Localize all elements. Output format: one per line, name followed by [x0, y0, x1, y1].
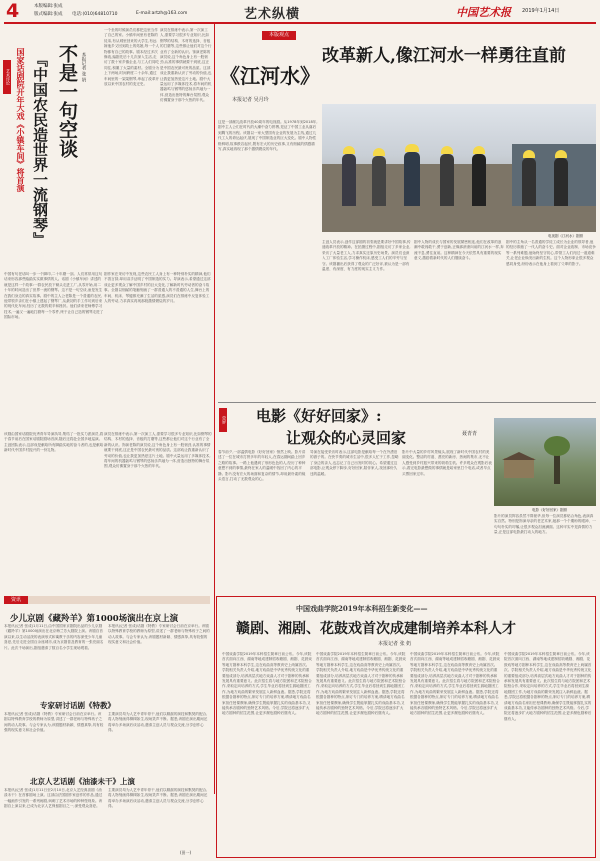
- top-body2: 主创人员表示,创作这部剧的初衷就是要讲好中国故事,传递改革开放的精神。在拍摄过程中,剧组走访了多家企业,采访了大量老工人,力求真实还原历史场景。演员们也深入工厂体验生活,学习操作机床,感受工人们的辛劳与坚守。该剧播出后获得了观众的广泛好评,被认为是一部有温度、有深度、有力度的现实主义力作。: [322, 240, 411, 272]
- col3-text: 演员在排练中表示,第一次演工人,需要学习很多专业知识,比如钢琴的结构、木材的选择、音板的打磨等,这些都让他们对这个行业有了全新的认识。饰演老陈的演员说,这个角色身上有一股韧劲,认准的事情就要干到底,这正是中国农民最可贵的品质。这部戏让我重新认识了劳动的价值,也让我更加热爱这片土地。剧中大量运用了多媒体技术,将车间的机器轰鸣与钢琴的悠扬乐声融为一体,营造出独特的舞台氛围,观众仿佛置身于那个火热的年代。: [160, 28, 212, 103]
- news2-title: 专家研讨话剧《特教》: [40, 701, 115, 710]
- date-label: 2019年1月14日: [522, 8, 560, 14]
- mid-headline-2: 让观众的心灵回家: [286, 429, 407, 447]
- body4-text: 演员在排练中表示,第一次演工人,需要学习很多专业知识,比如钢琴的结构、木材的选择、音板的打磨等,这些都让他们对这个行业有了全新的认识。饰演老陈的演员说,这个角色身上有一股韧劲,认准的事情就要干到底,这正是中国农民最可贵的品质。这部戏让我重新认识了劳动的价值,也让我更加热爱这片土地。剧中大量运用了多媒体技术,将车间的机器轰鸣与钢琴的悠扬乐声融为一体,营造出独特的舞台氛围,观众仿佛置身于那个火热的年代。: [104, 432, 212, 469]
- bottom-body-a: 中国戏曲学院2019年本科招生简章日前公布。今年,该院首次面向江西、湖南等地成建制招收赣剧、湘剧、花鼓戏等地方剧种本科学生,这在戏曲高等教育史上尚属首次。学院相关负责人介绍,地方戏曲是中华优秀传统文化的重要组成部分,培养高层次地方戏曲人才对于剧种的传承和发展具有重要意义。此次招生将与地方院团和艺术院校合作,采取定向培养的方式,学生毕业后将回到生源地剧团工作,为地方戏曲的繁荣发展注入新鲜血液。据悉,学院还将根据各剧种的特点,制订专门的培养方案,聘请地方戏曲名家担任授课教师,确保学生既能掌握扎实的戏曲基本功,又能传承各剧种的独特艺术风格。今后,学院还将逐步扩大地方剧种的招生范围,让更多濒危剧种后继有人。: [222, 652, 312, 716]
- mid-headline-1: 电影《好好回家》:: [256, 407, 382, 425]
- top-tag: 本版观点: [262, 31, 296, 40]
- top-body1: 这是一部献礼改革开放40周年的电视剧。从1978年到2018年,剧中主人公们在时代的大潮中奋力拼搏,见证了中国工业从落后到腾飞的历程。该剧以一家大型国有企业的发展为主线,通过几代工人的命运起伏,展现了中国制造业的巨大变化。剧中人物性格鲜明,故事跌宕起伏,既有宏大的历史叙事,又有细腻的情感描写,真实地再现了那个激情燃烧的年代。: [218, 120, 318, 152]
- mid-body2: 导演在接受采访时表示,这部电影是献给每一个在外漂泊的游子的。在快节奏的城市生活中,很多人忙于工作,忽略了身边的亲人,也忘记了自己出发时的初心。希望通过这部电影,让观众停下脚步,好好回家,陪伴家人,找回那份久违的温暖。: [310, 450, 399, 476]
- editor-label: 本版编辑:张成: [34, 4, 63, 9]
- byline: 本报记者 张 奶: [81, 52, 86, 82]
- section-title: 艺术纵横: [244, 7, 301, 22]
- bottom-body-c: 中国戏曲学院2019年本科招生简章日前公布。今年,该院首次面向江西、湖南等地成建制招收赣剧、湘剧、花鼓戏等地方剧种本科学生,这在戏曲高等教育史上尚属首次。学院相关负责人介绍,地方戏曲是中华优秀传统文化的重要组成部分,培养高层次地方戏曲人才对于剧种的传承和发展具有重要意义。此次招生将与地方院团和艺术院校合作,采取定向培养的方式,学生毕业后将回到生源地剧团工作,为地方戏曲的繁荣发展注入新鲜血液。据悉,学院还将根据各剧种的特点,制订专门的培养方案,聘请地方戏曲名家担任授课教师,确保学生既能掌握扎实的戏曲基本功,又能传承各剧种的独特艺术风格。今后,学院还将逐步扩大地方剧种的招生范围,让更多濒危剧种后继有人。: [410, 652, 500, 716]
- mid-body3: 影片中大量的乡村风景镜头,展现了新时代中国农村的美丽变化。整洁的村道、漂亮的新房、热闹的集市,无不让人感受到乡村振兴带来的勃勃生机。许多观众在观影后表示,看完电影最想做的事情就是给家里打个电话,或者早点买票回家过年。: [402, 450, 492, 476]
- news-header: 资讯: [4, 596, 28, 604]
- mid-photo-caption: 电影《好好回家》剧照: [532, 508, 567, 512]
- column-divider: [214, 24, 215, 794]
- news3-title: 北京人艺话剧《油漆未干》上演: [30, 777, 135, 786]
- phone-label: 电话:(010)64810710: [72, 12, 118, 17]
- mid-photo: [494, 418, 596, 506]
- news1-title: 少儿京剧《藏羚羊》第1000场演出在京上演: [10, 614, 179, 624]
- bottom-body-b: 中国戏曲学院2019年本科招生简章日前公布。今年,该院首次面向江西、湖南等地成建制招收赣剧、湘剧、花鼓戏等地方剧种本科学生,这在戏曲高等教育史上尚属首次。学院相关负责人介绍,地方戏曲是中华优秀传统文化的重要组成部分,培养高层次地方戏曲人才对于剧种的传承和发展具有重要意义。此次招生将与地方院团和艺术院校合作,采取定向培养的方式,学生毕业后将回到生源地剧团工作,为地方戏曲的繁荣发展注入新鲜血液。据悉,学院还将根据各剧种的特点,制订专门的培养方案,聘请地方戏曲名家担任授课教师,确保学生既能掌握扎实的戏曲基本功,又能传承各剧种的独特艺术风格。今后,学院还将逐步扩大地方剧种的招生范围,让更多濒危剧种后继有人。: [316, 652, 406, 716]
- subtitle-vertical: 『中国农民造世界一流钢琴』: [31, 52, 49, 247]
- news-header-bar: [4, 596, 210, 604]
- mid-body4: 影片的演员阵容虽然不算豪华,但每一位演员都贴合角色,表演真实自然。特别是饰演母亲的老艺术家,她那一个个期盼的眼神、一句句朴实的叮嘱,让很多观众泪流满面。这种平实中见真情的力量,正是这部电影最打动人的地方。: [494, 514, 596, 535]
- masthead: [0, 0, 600, 22]
- news-end-mark: (田一): [180, 850, 192, 855]
- news2-body-b: 主要演员均为人艺中青年骨干,他们以精湛的演技和默契的配合,将人物刻画得栩栩如生,现场笑声不断。据悉,该剧在演出期间还将举办多场演后谈活动,邀请主创人员与观众交流,分享创作心得。: [108, 712, 208, 733]
- body2-text: 剧作家在采访中发现,这些农民工人身上有一种特别朴实的精神,他们不善言辞,却用双手证明了中国制造的实力。导演表示,希望通过这部戏让更多观众了解中国乡村的巨大变化,了解新时代劳动者的奋斗故事。全剧以细腻的笔触刻画了一群普通人的不普通的人生,舞台上的车间、机床、琴键都充满了生活的质感,演员们在排练中反复体验工人的劳动,力求真实再现那段激情燃烧的岁月。: [104, 272, 211, 304]
- top-headline: 改革新人,像江河水一样勇往直前: [322, 46, 566, 66]
- top-body3: 剧中人物的成长与国家的发展紧密相连,他们在改革的浪潮中敢闯敢干,勇于创新,正像那滚滚向前的江河水一样,奔流不息,勇往直前。这种精神在今天依然具有重要的现实意义,激励着新时代的人们继续奋斗。: [414, 240, 504, 261]
- bottom-body-d: 中国戏曲学院2019年本科招生简章日前公布。今年,该院首次面向江西、湖南等地成建制招收赣剧、湘剧、花鼓戏等地方剧种本科学生,这在戏曲高等教育史上尚属首次。学院相关负责人介绍,地方戏曲是中华优秀传统文化的重要组成部分,培养高层次地方戏曲人才对于剧种的传承和发展具有重要意义。此次招生将与地方院团和艺术院校合作,采取定向培养的方式,学生毕业后将回到生源地剧团工作,为地方戏曲的繁荣发展注入新鲜血液。据悉,学院还将根据各剧种的特点,制订专门的培养方案,聘请地方戏曲名家担任授课教师,确保学生既能掌握扎实的戏曲基本功,又能传承各剧种的独特艺术风格。今后,学院还将逐步扩大地方剧种的招生范围,让更多濒危剧种后继有人。: [504, 652, 592, 721]
- body3-text: 该剧由国家话剧院优秀青年导演执导,集结了一批实力派演员,将于春节前后在国家话剧院剧场首演,随后还将赴全国多地巡演。主创团队表示,这部戏是献给所有脚踏实地的奋斗者的,也是献给新时代中国乡村振兴的一份礼物。: [4, 432, 104, 453]
- bottom-byline: 本报记者 张 奶: [378, 641, 412, 647]
- bottom-kicker: 中国戏曲学院2019年本科招生新变化——: [296, 604, 428, 613]
- left-story: [0, 24, 212, 610]
- top-byline: 本报记者 吴月玲: [232, 97, 269, 103]
- mid-body1: 春节前夕,一部温情电影《好好回家》悄然上映。影片讲述了一位在城市打拼多年的年轻人,在春运期间踏上回乡之路的故事。一路上他遇到了形形色色的人,经历了种种意想不到的事情,最终在家人的温暖中找回了内心的平静。影片没有宏大的场面和复杂的情节,却用最朴素的镜头语言,打动了无数观众的心。: [218, 450, 306, 482]
- top-photo: [322, 104, 596, 232]
- paper-logo: 中国艺术报: [456, 6, 511, 19]
- mid-tag: 荧屏: [219, 408, 227, 432]
- mid-byline: 聂青青: [462, 431, 478, 437]
- body1-text: 中国有句老话叫一步一个脚印,二十年磨一剑。人们常常用这句话来形容那些踏踏实实做事情的人。话剧《小镇车间》讲述的就是这样一个故事:一群农民放下锄头走进工厂,从零开始,用二十年的时间造出了世界一流的钢琴。这不是一句空谈,而是发生在我们身边的真实故事。剧中的主人公老陈是一个普通的农民,他带领乡亲们在小镇上建起了钢琴厂,从最初的手工作坊到后来的现代化车间,经历了无数的艰辛和挫折。他们请来老师傅学习技术,一遍又一遍地打磨每一个零件,终于让自己造的钢琴走进了国际市场。: [4, 272, 104, 320]
- news1-body-a: 本报讯(记者 张成)1月11日,由中国国家京剧院出品的少儿京剧《藏羚羊》第1000场演出在北京梅兰芳大剧院上演。该剧自首演以来,以生动活泼的表演形式和寓教于乐的内容深受少年儿童喜爱,先后走进全国百余座城市,成为京剧普及教育的一张亮丽名片。此次千场演出,剧组邀请了数百名小学生现场观看。: [4, 624, 104, 650]
- col2-text: 一个坐的时候演员们都把这里当作了自己的家。小镇车间里有老陈的徒弟,有从城里回来的大学生,有远嫁他乡又回到故土的姑娘,每一个人物都有自己的故事。剧本经过多次修改,编剧先后十几次深入生活,走访了数十家乡镇企业,与工人们同吃同住,积累了大量的素材。全剧分为上下两场,时间跨度二十余年,通过车间里的一架架钢琴,串起了改革开放以来中国农村的变迁史。: [104, 28, 160, 87]
- top-title-left: 《江河水》: [220, 64, 320, 88]
- news3-body-a: 本报讯(记者 张成)1月11日至2月10日,北京人艺经典喜剧《油漆未干》在首都剧场上演。这部由法国剧作家创作的作品,通过一幅画作引发的一系列闹剧,讽刺了艺术市场的种种怪现象。该剧自上演以来,已成为北京人艺保留剧目之一,深受观众喜爱。: [4, 788, 103, 809]
- news1-body-b: 本报讯(记者 张成)话剧《特教》专家研讨会日前在京举行。该剧以特殊教育学校的教师为原型,讲述了一群老师与特殊孩子之间的动人故事。与会专家认为,该剧题材新颖、情感真挚,具有较强的现实意义和社会价值。: [108, 624, 210, 645]
- deck-vertical: 国家话剧院开年大戏《小镇车间》将首演: [16, 48, 26, 192]
- news3-body-b: 主要演员均为人艺中青年骨干,他们以精湛的演技和默契的配合,将人物刻画得栩栩如生,现场笑声不断。据悉,该剧在演出期间还将举办多场演后谈活动,邀请主创人员与观众交流,分享创作心得。: [108, 788, 208, 809]
- bottom-headline: 赣剧、湘剧、花鼓戏首次成建制培养本科人才: [236, 621, 516, 637]
- story-tag: 艺术评论: [3, 60, 11, 94]
- page-number: 4: [6, 0, 20, 22]
- email-label: E-mail:artzh@163.com: [136, 11, 188, 16]
- main-title-vertical: 不是一句空谈: [56, 44, 78, 158]
- top-photo-caption: 电视剧《江河水》剧照: [548, 234, 583, 238]
- news2-body-a: 本报讯(记者 张成)话剧《特教》专家研讨会日前在京举行。该剧以特殊教育学校的教师为原型,讲述了一群老师与特殊孩子之间的动人故事。与会专家认为,该剧题材新颖、情感真挚,具有较强的现实意义和社会价值。: [4, 712, 104, 733]
- top-body4: 剧中的主角从一名普通的学徒工成长为企业的领导者,他的经历浓缩了一代人的奋斗史。面对企业改制、市场竞争等一系列难题,他始终坚守初心,带领工人们闯过一道道难关,让老企业焕发出新的生机。这个人物形象让很多观众感同身受,纷纷表示在他身上看到了父辈的影子。: [506, 240, 596, 266]
- designer-label: 版式编辑:张成: [34, 12, 63, 17]
- mid-rule: [218, 402, 596, 403]
